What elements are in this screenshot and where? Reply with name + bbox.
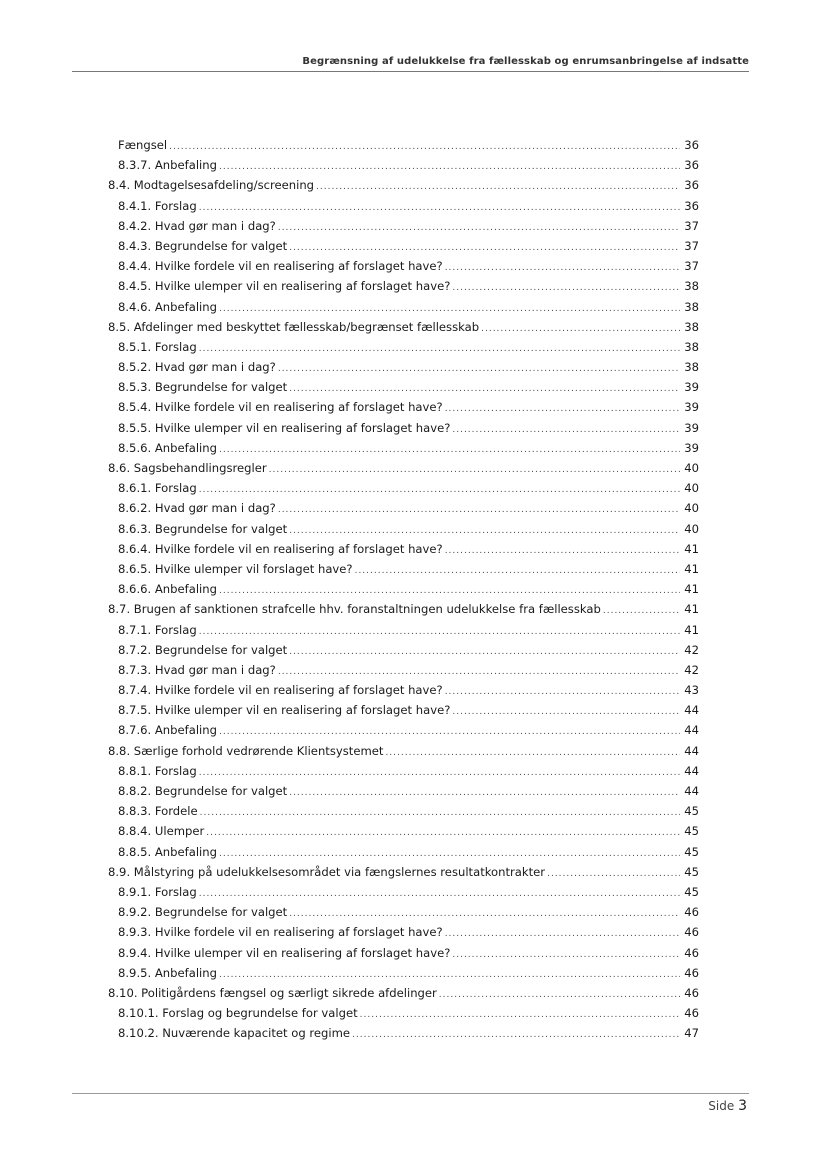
- toc-entry[interactable]: [108, 519, 699, 539]
- toc-entry[interactable]: [108, 1023, 699, 1043]
- dot-leader: [289, 904, 680, 924]
- page-number-value: 3: [738, 1098, 747, 1114]
- toc-entry-title: 8.5.3. Begrundelse for valget: [118, 380, 288, 395]
- toc-entry-title: 8.10.1. Forslag og begrundelse for valget: [118, 1006, 358, 1021]
- toc-entry-page: 46: [684, 905, 699, 920]
- dot-leader: [219, 844, 680, 864]
- toc-entry[interactable]: [108, 761, 699, 781]
- dot-leader: [445, 924, 680, 944]
- toc-entry-page: 41: [684, 582, 699, 597]
- toc-entry-title: 8.7.5. Hvilke ulemper vil en realisering af forslaget have?: [118, 703, 451, 718]
- dot-leader: [169, 137, 680, 157]
- toc-entry[interactable]: [108, 882, 699, 902]
- dot-leader: [603, 601, 680, 621]
- toc-entry-title: 8.3.7. Anbefaling: [118, 158, 217, 173]
- toc-entry-page: 36: [684, 198, 699, 213]
- dot-leader: [355, 561, 680, 581]
- dot-leader: [219, 157, 680, 177]
- toc-entry-title: 8.5.6. Anbefaling: [118, 440, 217, 455]
- toc-entry-page: 40: [684, 481, 699, 496]
- toc-entry-title: 8.9. Målstyring på udelukkelsesområdet via fængslernes resultatkontrakter: [108, 864, 546, 879]
- toc-entry-page: 42: [684, 662, 699, 677]
- header-divider: [72, 71, 749, 72]
- toc-entry-title: 8.4. Modtagelsesafdeling/screening: [108, 178, 315, 193]
- dot-leader: [269, 460, 680, 480]
- toc-entry-page: 46: [684, 925, 699, 940]
- toc-entry[interactable]: [108, 256, 699, 276]
- toc-entry[interactable]: [108, 478, 699, 498]
- toc-entry-page: 47: [684, 1026, 699, 1041]
- toc-entry-page: 38: [684, 299, 699, 314]
- toc-entry-title: 8.7. Brugen af sanktionen strafcelle hhv. foranstaltningen udelukkelse fra fællesskab: [108, 602, 601, 617]
- toc-entry-page: 44: [684, 743, 699, 758]
- toc-entry-page: 39: [684, 400, 699, 415]
- toc-entry[interactable]: [108, 317, 699, 337]
- toc-entry-title: 8.4.1. Forslag: [118, 198, 197, 213]
- toc-entry-title: 8.4.3. Begrundelse for valget: [118, 238, 288, 253]
- toc-entry-title: 8.8.2. Begrundelse for valget: [118, 784, 288, 798]
- dot-leader: [445, 541, 680, 561]
- dot-leader: [316, 177, 680, 197]
- dot-leader: [289, 521, 680, 541]
- toc-entry[interactable]: [108, 620, 699, 640]
- toc-entry[interactable]: [108, 539, 699, 559]
- toc-entry-page: 44: [684, 763, 699, 778]
- toc-entry[interactable]: [108, 175, 699, 195]
- dot-leader: [199, 622, 680, 642]
- toc-entry-page: 38: [684, 339, 699, 354]
- toc-entry[interactable]: [108, 337, 699, 357]
- toc-entry[interactable]: [108, 357, 699, 377]
- dot-leader: [219, 965, 680, 985]
- page-number-prefix: Side: [708, 1099, 735, 1113]
- dot-leader: [452, 278, 680, 298]
- dot-leader: [289, 783, 680, 803]
- dot-leader: [199, 884, 680, 904]
- toc-entry-title: 8.6.6. Anbefaling: [118, 582, 217, 597]
- toc-entry-page: 36: [684, 138, 699, 152]
- dot-leader: [219, 722, 680, 742]
- toc-entry-title: 8.9.4. Hvilke ulemper vil en realisering af forslaget have?: [118, 945, 451, 960]
- toc-entry-page: 44: [684, 723, 699, 738]
- toc-entry-page: 37: [684, 218, 699, 233]
- toc-entry-page: 37: [684, 259, 699, 274]
- running-header: Begrænsning af udelukkelse fra fællesskab og enrumsanbringelse af indsatte: [302, 56, 749, 67]
- toc-entry-page: 36: [684, 178, 699, 193]
- toc-entry[interactable]: [108, 196, 699, 216]
- dot-leader: [445, 258, 680, 278]
- dot-leader: [219, 581, 680, 601]
- toc-entry-page: 45: [684, 864, 699, 879]
- toc-entry-title: 8.4.2. Hvad gør man i dag?: [118, 218, 276, 233]
- toc-entry[interactable]: [108, 660, 699, 680]
- toc-entry[interactable]: [108, 680, 699, 700]
- toc-entry-page: 45: [684, 844, 699, 859]
- toc-entry-title: 8.6.5. Hvilke ulemper vil forslaget have?: [118, 561, 353, 576]
- toc-entry-title: Fængsel: [118, 138, 168, 152]
- toc-entry[interactable]: [108, 741, 699, 761]
- toc-entry[interactable]: [108, 801, 699, 821]
- toc-entry-title: 8.9.1. Forslag: [118, 884, 197, 899]
- dot-leader: [289, 238, 680, 258]
- toc-entry-title: 8.8.3. Fordele: [118, 804, 198, 819]
- dot-leader: [352, 1025, 680, 1045]
- toc-entry-page: 46: [684, 985, 699, 1000]
- toc-entry-title: 8.6.3. Begrundelse for valget: [118, 521, 288, 536]
- toc-entry-page: 46: [684, 1006, 699, 1021]
- toc-entry[interactable]: [108, 640, 699, 660]
- toc-entry-page: 45: [684, 804, 699, 819]
- dot-leader: [360, 1005, 680, 1025]
- dot-leader: [445, 399, 680, 419]
- dot-leader: [219, 440, 680, 460]
- toc-entry-page: 45: [684, 824, 699, 839]
- toc-entry-page: 42: [684, 642, 699, 657]
- footer-divider: [72, 1093, 749, 1094]
- dot-leader: [439, 985, 680, 1005]
- toc-entry-page: 41: [684, 602, 699, 617]
- toc-entry[interactable]: [108, 135, 699, 155]
- toc-entry-title: 8.5.5. Hvilke ulemper vil en realisering af forslaget have?: [118, 420, 451, 435]
- dot-leader: [547, 864, 680, 884]
- dot-leader: [199, 198, 680, 218]
- toc-entry[interactable]: [108, 155, 699, 175]
- toc-entry-title: 8.5.2. Hvad gør man i dag?: [118, 360, 276, 375]
- toc-entry[interactable]: [108, 943, 699, 963]
- toc-entry-title: 8.5.4. Hvilke fordele vil en realisering af forslaget have?: [118, 400, 443, 415]
- toc-entry-page: 41: [684, 622, 699, 637]
- toc-entry[interactable]: [108, 236, 699, 256]
- toc-entry-page: 46: [684, 945, 699, 960]
- toc-entry-title: 8.5. Afdelinger med beskyttet fællesskab/begrænset fællesskab: [108, 319, 480, 334]
- toc-entry[interactable]: [108, 418, 699, 438]
- toc-entry[interactable]: [108, 216, 699, 236]
- toc-entry-page: 39: [684, 440, 699, 455]
- toc-entry[interactable]: [108, 902, 699, 922]
- toc-entry-title: 8.6.2. Hvad gør man i dag?: [118, 501, 276, 516]
- toc-entry-title: 8.9.2. Begrundelse for valget: [118, 905, 288, 920]
- toc-entry-title: 8.6.1. Forslag: [118, 481, 197, 496]
- toc-entry-title: 8.6.4. Hvilke fordele vil en realisering af forslaget have?: [118, 541, 443, 556]
- dot-leader: [452, 420, 680, 440]
- toc-entry-title: 8.10. Politigårdens fængsel og særligt sikrede afdelinger: [108, 985, 437, 1000]
- toc-entry-title: 8.7.6. Anbefaling: [118, 723, 217, 738]
- toc-entry[interactable]: [108, 458, 699, 478]
- toc-entry-page: 36: [684, 158, 699, 173]
- toc-entry-page: 40: [684, 521, 699, 536]
- dot-leader: [278, 218, 680, 238]
- dot-leader: [278, 500, 680, 520]
- page-number: [708, 1098, 747, 1114]
- toc-entry-page: 44: [684, 703, 699, 718]
- dot-leader: [199, 480, 680, 500]
- toc-entry[interactable]: [108, 579, 699, 599]
- toc-entry[interactable]: [108, 821, 699, 841]
- toc-entry-page: 39: [684, 380, 699, 395]
- toc-entry-title: 8.10.2. Nuværende kapacitet og regime: [118, 1026, 351, 1041]
- toc-entry-title: 8.4.6. Anbefaling: [118, 299, 217, 314]
- toc-entry-page: 38: [684, 360, 699, 375]
- toc-entry[interactable]: [108, 276, 699, 296]
- toc-entry-title: 8.7.3. Hvad gør man i dag?: [118, 662, 276, 677]
- toc-entry[interactable]: [108, 498, 699, 518]
- toc-entry-title: 8.8.5. Anbefaling: [118, 844, 217, 859]
- toc-entry-page: 40: [684, 501, 699, 516]
- dot-leader: [445, 682, 680, 702]
- dot-leader: [206, 823, 680, 843]
- toc-entry-page: 43: [684, 683, 699, 698]
- toc-entry-page: 45: [684, 884, 699, 899]
- toc-entry[interactable]: [108, 438, 699, 458]
- toc-entry[interactable]: [108, 922, 699, 942]
- toc-entry-title: 8.8.4. Ulemper: [118, 824, 205, 839]
- toc-entry-page: 38: [684, 319, 699, 334]
- dot-leader: [200, 803, 680, 823]
- toc-entry[interactable]: [108, 963, 699, 983]
- toc-entry-title: 8.6. Sagsbehandlingsregler: [108, 461, 267, 475]
- toc-entry[interactable]: [108, 720, 699, 740]
- toc-entry-page: 39: [684, 420, 699, 435]
- dot-leader: [452, 945, 680, 965]
- toc-entry-title: 8.9.5. Anbefaling: [118, 965, 217, 980]
- toc-entry-page: 44: [684, 784, 699, 798]
- toc-entry-title: 8.7.2. Begrundelse for valget: [118, 642, 288, 657]
- dot-leader: [481, 319, 680, 339]
- dot-leader: [199, 339, 680, 359]
- toc-entry[interactable]: [108, 862, 699, 882]
- toc-entry-page: 41: [684, 541, 699, 556]
- toc-entry[interactable]: [108, 397, 699, 417]
- toc-entry[interactable]: [108, 781, 699, 801]
- dot-leader: [289, 379, 680, 399]
- toc-entry-page: 37: [684, 238, 699, 253]
- toc-entry-page: 40: [684, 461, 699, 475]
- dot-leader: [385, 743, 680, 763]
- dot-leader: [278, 662, 680, 682]
- toc-entry-title: 8.5.1. Forslag: [118, 339, 197, 354]
- toc-entry-title: 8.4.5. Hvilke ulemper vil en realisering af forslaget have?: [118, 279, 451, 294]
- toc-entry[interactable]: [108, 983, 699, 1003]
- toc-entry-title: 8.4.4. Hvilke fordele vil en realisering af forslaget have?: [118, 259, 443, 274]
- toc-entry-title: 8.7.1. Forslag: [118, 622, 197, 637]
- dot-leader: [289, 642, 680, 662]
- table-of-contents: [108, 135, 699, 1043]
- toc-entry[interactable]: [108, 377, 699, 397]
- dot-leader: [278, 359, 680, 379]
- toc-entry[interactable]: [108, 700, 699, 720]
- toc-entry-page: 41: [684, 561, 699, 576]
- dot-leader: [199, 763, 680, 783]
- toc-entry[interactable]: [108, 842, 699, 862]
- toc-entry[interactable]: [108, 599, 699, 619]
- toc-entry-title: 8.8. Særlige forhold vedrørende Klientsystemet: [108, 743, 384, 758]
- toc-entry-page: 38: [684, 279, 699, 294]
- toc-entry-page: 46: [684, 965, 699, 980]
- dot-leader: [452, 702, 680, 722]
- dot-leader: [219, 299, 680, 319]
- toc-entry[interactable]: [108, 1003, 699, 1023]
- toc-entry-title: 8.7.4. Hvilke fordele vil en realisering af forslaget have?: [118, 683, 443, 698]
- toc-entry[interactable]: [108, 559, 699, 579]
- toc-entry[interactable]: [108, 297, 699, 317]
- toc-entry-title: 8.8.1. Forslag: [118, 763, 197, 778]
- toc-entry-title: 8.9.3. Hvilke fordele vil en realisering af forslaget have?: [118, 925, 443, 940]
